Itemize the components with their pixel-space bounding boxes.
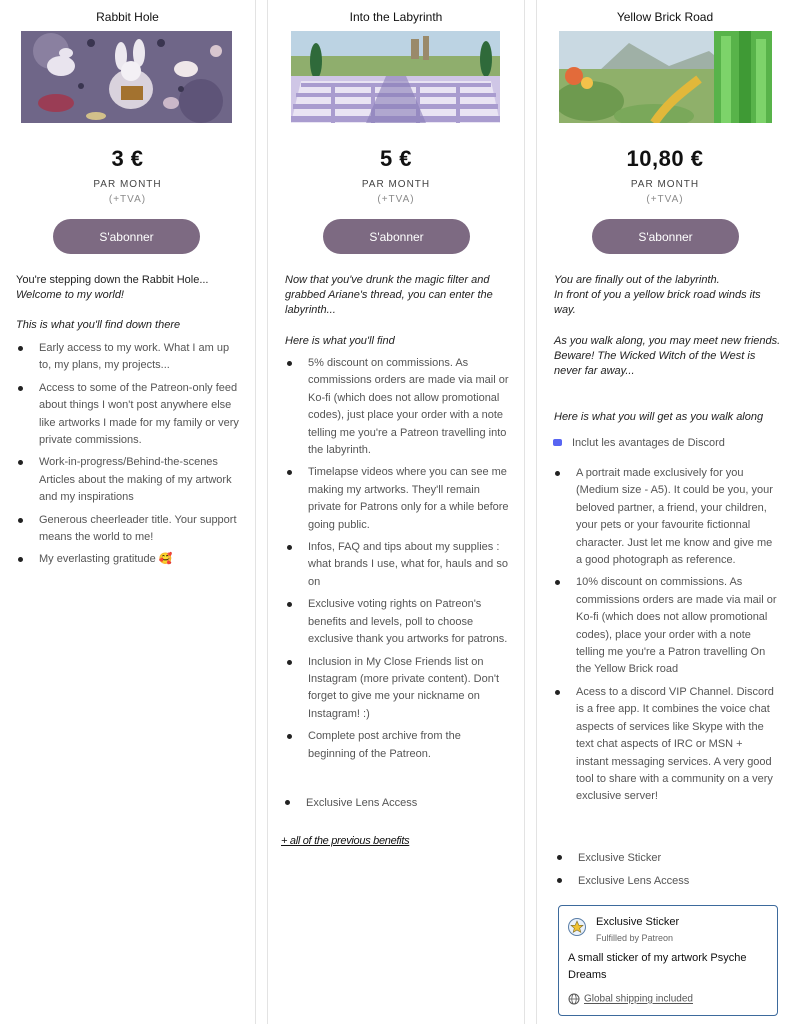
discord-benefit [553, 437, 725, 449]
benefits-list [552, 465, 777, 811]
benefit-item: My everlasting gratitude 🥰 [15, 551, 240, 568]
tier-banner-image [559, 31, 772, 123]
tier-intro [16, 273, 246, 303]
benefit-label: Exclusive Lens Access [578, 875, 690, 887]
benefit-item: Access to some of the Patreon-only feed about things I won't post anywhere else like artworks I made for my family or very private commissions. [15, 380, 240, 450]
benefit-item: Early access to my work. What I am up to, my plans, my projects... [15, 340, 240, 375]
intro-line: You're stepping down the Rabbit Hole... [16, 274, 209, 286]
tier-banner-image [291, 31, 500, 123]
merch-title: Exclusive Sticker [596, 916, 680, 928]
bullet-icon [557, 878, 562, 883]
tier-price: 3 € [111, 146, 144, 171]
benefit-item: 10% discount on commissions. As commissions orders are made via mail or Ko-fi (which does not allow promotional codes), place your order with a note telling me you're a Patron travelling On the Yellow Brick road [552, 574, 777, 678]
tier-tax-note: (+TVA) [108, 194, 147, 205]
benefit-item [285, 797, 417, 809]
tier-card-into-the-labyrinth [267, 0, 525, 1024]
tier-intro: Now that you've drunk the magic filter and grabbed Ariane's thread, you can enter the labyrinth... [285, 274, 493, 316]
benefits-heading: Here is what you will get as you walk along [554, 411, 764, 423]
benefit-item: A portrait made exclusively for you (Medium size - A5). It could be you, your beloved partner, a friend, your children, your pets or your favourite fictionnal character. Just let me know and give me a good photograph as reference. [552, 465, 777, 569]
benefits-heading: Here is what you'll find [285, 335, 395, 347]
merch-description: A small sticker of my artwork Psyche Dreams [568, 952, 747, 981]
tier-period: PAR MONTH [93, 179, 162, 190]
benefit-item: Acess to a discord VIP Channel. Discord is a free app. It combines the voice chat aspects of services like Skype with the text chat aspects of IRC or MSN + instant messaging services. A very good tool to share with a community on a very exclusive server! [552, 684, 777, 806]
tier-price: 5 € [379, 146, 413, 171]
benefit-item: Exclusive voting rights on Patreon's benefits and levels, poll to choose exclusive thank you artworks for patrons. [284, 596, 510, 648]
subscribe-button[interactable]: S'abonner [592, 219, 739, 254]
shipping-link[interactable]: Global shipping included [584, 993, 693, 1005]
benefits-heading: This is what you'll find down there [16, 319, 181, 331]
tier-title: Rabbit Hole [96, 10, 159, 24]
tier-intro [554, 273, 784, 318]
benefit-item: Inclusion in My Close Friends list on Instagram (more private content). Don't forget to give me your nickname on Instagram! :) [284, 654, 510, 724]
shipping-info [568, 993, 693, 1005]
tier-tax-note: (+TVA) [646, 194, 684, 205]
tier-intro-continued [554, 334, 784, 379]
benefit-label: Exclusive Lens Access [306, 797, 418, 809]
benefit-item: Timelapse videos where you can see me making my artworks. They'll remain private for Patrons only for a while before going public. [284, 464, 510, 534]
intro-line: As you walk along, you may meet new friends. [554, 335, 781, 347]
intro-line: You are finally out of the labyrinth. [554, 274, 720, 286]
merch-fulfilled-note: Fulfilled by Patreon [596, 933, 674, 943]
intro-line: Beware! The Wicked Witch of the West is never far away... [554, 350, 756, 377]
tier-period: PAR MONTH [630, 179, 700, 190]
benefit-item: Infos, FAQ and tips about my supplies : what brands I use, what for, hauls and so on [284, 539, 510, 591]
star-icon [568, 918, 586, 936]
previous-benefits-link[interactable]: + all of the previous benefits [281, 835, 410, 847]
benefit-item [557, 852, 661, 864]
intro-line: Welcome to my world! [16, 289, 124, 301]
tier-period: PAR MONTH [361, 179, 431, 190]
benefit-item [557, 875, 689, 887]
bullet-icon [285, 800, 290, 805]
benefit-item: Generous cheerleader title. Your support means the world to me! [15, 512, 240, 547]
benefits-list [284, 355, 510, 768]
benefit-item: Complete post archive from the beginning of the Patreon. [284, 728, 510, 763]
benefits-list [15, 340, 240, 574]
tier-banner-image [21, 31, 232, 123]
subscribe-button[interactable]: S'abonner [323, 219, 470, 254]
tier-price: 10,80 € [626, 146, 704, 171]
benefit-item: 5% discount on commissions. As commissions orders are made via mail or Ko-fi (which does not allow promotional codes), just place your order with a note telling me you're a Patreon travelling into the labyrinth. [284, 355, 510, 459]
tier-title: Yellow Brick Road [616, 10, 714, 24]
bullet-icon [557, 855, 562, 860]
discord-label: Inclut les avantages de Discord [572, 437, 725, 449]
discord-icon [553, 439, 562, 446]
tier-title: Into the Labyrinth [349, 10, 443, 24]
tier-card-rabbit-hole [0, 0, 256, 1024]
tier-tax-note: (+TVA) [377, 194, 415, 205]
subscribe-button[interactable]: S'abonner [53, 219, 200, 254]
globe-icon [568, 993, 580, 1005]
merch-card[interactable] [558, 905, 778, 1016]
benefit-item: Work-in-progress/Behind-the-scenes Articles about the making of my artwork and my inspirations [15, 454, 240, 506]
benefit-label: Exclusive Sticker [578, 852, 662, 864]
intro-line: In front of you a yellow brick road winds its way. [554, 289, 761, 316]
